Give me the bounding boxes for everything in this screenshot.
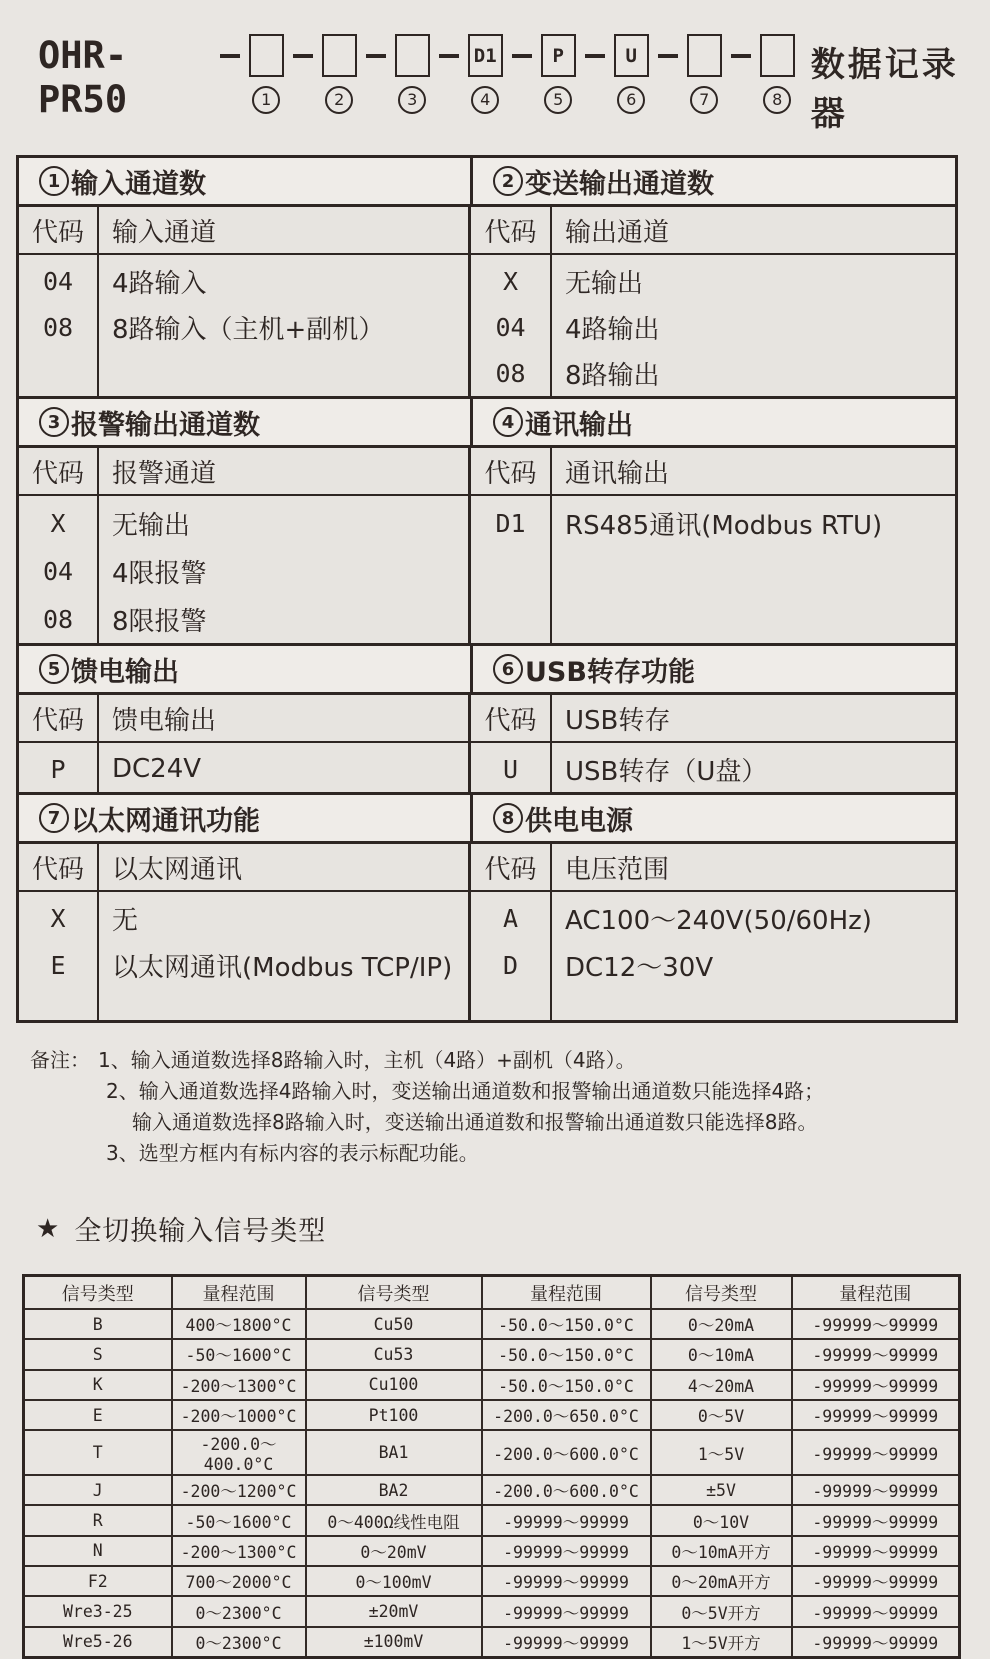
model-position xyxy=(687,34,722,114)
code-cell: 04 xyxy=(42,556,74,586)
model-dash xyxy=(293,54,313,58)
signal-cell: -200.0～400.0°C xyxy=(172,1430,306,1475)
model-code-box xyxy=(249,34,284,77)
desc-cell: 8路输入（主机+副机） xyxy=(112,314,385,345)
model-dash xyxy=(585,54,605,58)
desc-cell: 4限报警 xyxy=(112,558,207,589)
circled-number: 2 xyxy=(493,166,523,196)
signal-cell: -200～1300°C xyxy=(172,1536,306,1566)
signal-table-row xyxy=(24,1566,960,1596)
desc-header-cell: 以太网通讯 xyxy=(112,854,243,885)
model-position xyxy=(614,34,649,114)
signal-cell: ±20mV xyxy=(306,1596,482,1626)
circled-number: 6 xyxy=(493,654,523,684)
signal-cell: -200～1300°C xyxy=(172,1370,306,1400)
section-title-usb-function: 6 USB转存功能 xyxy=(470,646,955,692)
signal-table-row xyxy=(24,1627,960,1658)
signal-cell: Cu100 xyxy=(306,1370,482,1400)
note-line: 输入通道数选择8路输入时，变送输出通道数和报警输出通道数只能选择8路。 xyxy=(132,1110,818,1134)
code-cell: P xyxy=(50,754,66,784)
note-line: 3、选型方框内有标内容的表示标配功能。 xyxy=(106,1141,479,1165)
position-number: 2 xyxy=(325,86,353,114)
signal-cell: R xyxy=(24,1505,172,1535)
signal-cell: -50.0～150.0°C xyxy=(482,1309,651,1339)
signal-cell: -99999～99999 xyxy=(482,1627,651,1658)
notes xyxy=(30,1045,990,1169)
signal-table-row xyxy=(24,1536,960,1566)
section-title-transmitter-power: 5 馈电输出 xyxy=(19,646,470,692)
section-title-input-channels: 1 输入通道数 xyxy=(19,158,470,204)
signal-table-row xyxy=(24,1400,960,1430)
model-code-sequence xyxy=(211,34,795,114)
signal-cell: Cu53 xyxy=(306,1339,482,1369)
signal-cell: Cu50 xyxy=(306,1309,482,1339)
signal-cell: BA2 xyxy=(306,1475,482,1505)
model-position xyxy=(541,34,576,114)
signal-cell: -200～1000°C xyxy=(172,1400,306,1430)
code-header-cell: 代码 xyxy=(468,207,552,253)
desc-cell: DC24V xyxy=(112,754,202,784)
signal-table-header-row xyxy=(24,1276,960,1310)
signal-cell: Wre3-25 xyxy=(24,1596,172,1626)
code-cell: X xyxy=(50,904,66,933)
code-cell: 04 xyxy=(42,266,74,296)
signal-cell: -99999～99999 xyxy=(482,1536,651,1566)
signal-cell: ±5V xyxy=(651,1475,792,1505)
signal-section-title xyxy=(36,1209,990,1248)
signal-cell: -99999～99999 xyxy=(792,1627,960,1658)
signal-cell: 1～5V开方 xyxy=(651,1627,792,1658)
model-dash xyxy=(658,54,678,58)
signal-cell: N xyxy=(24,1536,172,1566)
model-position xyxy=(468,34,503,114)
signal-cell: 0～10V xyxy=(651,1505,792,1535)
signal-cell: -99999～99999 xyxy=(792,1536,960,1566)
signal-section-title-text: 全切换输入信号类型 xyxy=(74,1216,327,1247)
signal-cell: 0～20mV xyxy=(306,1536,482,1566)
code-header-cell: 代码 xyxy=(468,844,552,890)
signal-cell: F2 xyxy=(24,1566,172,1596)
desc-header-cell: 通讯输出 xyxy=(565,458,670,489)
signal-cell: -200～1200°C xyxy=(172,1475,306,1505)
desc-header-cell: 输入通道 xyxy=(112,217,217,248)
signal-cell: 0～100mV xyxy=(306,1566,482,1596)
model-position xyxy=(395,34,430,114)
note-line: 2、输入通道数选择4路输入时，变送输出通道数和报警输出通道数只能选择4路； xyxy=(106,1079,825,1103)
model-code-box: D1 xyxy=(468,34,503,77)
signal-cell: -99999～99999 xyxy=(482,1566,651,1596)
signal-cell: 0～20mA开方 xyxy=(651,1566,792,1596)
signal-cell: -99999～99999 xyxy=(792,1430,960,1475)
signal-cell: 0～400Ω线性电阻 xyxy=(306,1505,482,1535)
signal-header-cell: 量程范围 xyxy=(482,1276,651,1310)
code-header-cell: 代码 xyxy=(19,695,99,741)
section-4 xyxy=(19,792,955,1020)
signal-cell: 0～20mA xyxy=(651,1309,792,1339)
circled-number: 5 xyxy=(39,654,69,684)
star-icon: ★ xyxy=(36,1213,61,1244)
desc-cell: AC100～240V(50/60Hz) xyxy=(565,906,872,936)
signal-cell: -99999～99999 xyxy=(792,1400,960,1430)
desc-header-cell: 电压范围 xyxy=(565,854,670,885)
model-code-box xyxy=(760,34,795,77)
signal-table-row xyxy=(24,1505,960,1535)
signal-cell: -99999～99999 xyxy=(792,1596,960,1626)
signal-header-cell: 信号类型 xyxy=(24,1276,172,1310)
signal-table-row xyxy=(24,1370,960,1400)
signal-table-row xyxy=(24,1475,960,1505)
signal-cell: E xyxy=(24,1400,172,1430)
circled-number: 1 xyxy=(39,166,69,196)
signal-cell: Pt100 xyxy=(306,1400,482,1430)
model-position xyxy=(322,34,357,114)
signal-cell: 0～5V xyxy=(651,1400,792,1430)
desc-header-cell: USB转存 xyxy=(565,705,671,736)
code-cell: D xyxy=(502,951,519,980)
code-cell: D1 xyxy=(495,508,526,538)
signal-cell: -99999～99999 xyxy=(792,1339,960,1369)
note-lines xyxy=(98,1045,824,1169)
section-title-communication-output: 4 通讯输出 xyxy=(470,399,955,445)
code-header-cell: 代码 xyxy=(19,448,99,494)
signal-cell: S xyxy=(24,1339,172,1369)
position-number: 8 xyxy=(763,86,791,114)
signal-cell: -99999～99999 xyxy=(792,1309,960,1339)
signal-cell: BA1 xyxy=(306,1430,482,1475)
signal-table-row xyxy=(24,1430,960,1475)
code-cell: X xyxy=(502,266,519,296)
position-number: 5 xyxy=(544,86,572,114)
code-cell: 08 xyxy=(42,604,74,634)
model-dash xyxy=(366,54,386,58)
code-cell: 08 xyxy=(42,312,74,342)
notes-label: 备注： xyxy=(30,1048,90,1072)
signal-header-cell: 信号类型 xyxy=(651,1276,792,1310)
model-name: OHR-PR50 xyxy=(38,34,128,121)
desc-cell: 8限报警 xyxy=(112,606,207,637)
note-line: 1、输入通道数选择8路输入时，主机（4路）+副机（4路）。 xyxy=(98,1048,636,1072)
desc-cell: USB转存（U盘） xyxy=(565,756,768,787)
signal-cell: -99999～99999 xyxy=(482,1596,651,1626)
signal-header-cell: 量程范围 xyxy=(792,1276,960,1310)
model-code-box: P xyxy=(541,34,576,77)
model-code-box: U xyxy=(614,34,649,77)
section-title-alarm-outputs: 3 报警输出通道数 xyxy=(19,399,470,445)
section-1 xyxy=(19,158,955,396)
signal-cell: -200.0～600.0°C xyxy=(482,1475,651,1505)
signal-cell: Wre5-26 xyxy=(24,1627,172,1658)
code-header-cell: 代码 xyxy=(468,695,552,741)
signal-cell: K xyxy=(24,1370,172,1400)
section-2 xyxy=(19,396,955,643)
signal-table-row xyxy=(24,1309,960,1339)
desc-cell: 无输出 xyxy=(565,268,644,299)
desc-cell: RS485通讯(Modbus RTU) xyxy=(565,510,883,541)
signal-header-cell: 信号类型 xyxy=(306,1276,482,1310)
model-dash xyxy=(220,54,240,58)
signal-header-cell: 量程范围 xyxy=(172,1276,306,1310)
section-title-ethernet-function: 7 以太网通讯功能 xyxy=(19,795,470,841)
model-position xyxy=(249,34,284,114)
signal-table xyxy=(22,1274,961,1659)
desc-cell: 无 xyxy=(112,906,139,936)
product-name: 数据记录器 xyxy=(810,45,959,134)
position-number: 6 xyxy=(617,86,645,114)
signal-cell: 400～1800°C xyxy=(172,1309,306,1339)
model-dash xyxy=(512,54,532,58)
signal-cell: 700～2000°C xyxy=(172,1566,306,1596)
signal-cell: -99999～99999 xyxy=(792,1505,960,1535)
section-title-retransmission-outputs: 2 变送输出通道数 xyxy=(470,158,955,204)
position-number: 7 xyxy=(690,86,718,114)
desc-cell: 以太网通讯(Modbus TCP/IP) xyxy=(112,953,453,983)
section-3 xyxy=(19,643,955,792)
desc-cell: 无输出 xyxy=(112,510,191,541)
model-code-box xyxy=(687,34,722,77)
desc-header-cell: 馈电输出 xyxy=(112,705,217,736)
desc-cell: 4路输入 xyxy=(112,268,207,299)
model-dash xyxy=(439,54,459,58)
code-cell: A xyxy=(502,904,519,933)
signal-cell: T xyxy=(24,1430,172,1475)
desc-cell: 4路输出 xyxy=(565,314,660,345)
model-code-box xyxy=(322,34,357,77)
signal-cell: -200.0～600.0°C xyxy=(482,1430,651,1475)
section-title-power-supply: 8 供电电源 xyxy=(470,795,955,841)
signal-cell: 1～5V xyxy=(651,1430,792,1475)
selection-table xyxy=(16,155,958,1023)
code-cell: 04 xyxy=(495,312,526,342)
signal-cell: B xyxy=(24,1309,172,1339)
code-header-cell: 代码 xyxy=(19,207,99,253)
position-number: 4 xyxy=(471,86,499,114)
position-number: 1 xyxy=(252,86,280,114)
signal-cell: -99999～99999 xyxy=(482,1505,651,1535)
model-code-box xyxy=(395,34,430,77)
signal-cell: 0～2300°C xyxy=(172,1596,306,1626)
circled-number: 8 xyxy=(493,803,523,833)
model-position xyxy=(760,34,795,114)
signal-cell: 0～5V开方 xyxy=(651,1596,792,1626)
code-cell: E xyxy=(50,951,66,980)
signal-cell: 4～20mA xyxy=(651,1370,792,1400)
signal-cell: 0～2300°C xyxy=(172,1627,306,1658)
signal-table-row xyxy=(24,1339,960,1369)
code-header-cell: 代码 xyxy=(468,448,552,494)
signal-cell: -50.0～150.0°C xyxy=(482,1339,651,1369)
circled-number: 4 xyxy=(493,407,523,437)
circled-number: 7 xyxy=(39,803,69,833)
signal-cell: 0～10mA开方 xyxy=(651,1536,792,1566)
code-cell: X xyxy=(50,508,66,538)
signal-cell: 0～10mA xyxy=(651,1339,792,1369)
desc-cell: DC12～30V xyxy=(565,953,714,983)
model-code-row xyxy=(0,0,990,135)
code-header-cell: 代码 xyxy=(19,844,99,890)
signal-cell: -99999～99999 xyxy=(792,1566,960,1596)
signal-cell: -99999～99999 xyxy=(792,1370,960,1400)
model-dash xyxy=(731,54,751,58)
signal-cell: ±100mV xyxy=(306,1627,482,1658)
signal-cell: J xyxy=(24,1475,172,1505)
desc-header-cell: 输出通道 xyxy=(565,217,670,248)
desc-cell: 8路输出 xyxy=(565,360,660,391)
signal-cell: -50～1600°C xyxy=(172,1339,306,1369)
code-cell: U xyxy=(502,754,519,784)
signal-cell: -50～1600°C xyxy=(172,1505,306,1535)
signal-cell: -50.0～150.0°C xyxy=(482,1370,651,1400)
circled-number: 3 xyxy=(39,407,69,437)
position-number: 3 xyxy=(398,86,426,114)
signal-cell: -200.0～650.0°C xyxy=(482,1400,651,1430)
signal-cell: -99999～99999 xyxy=(792,1475,960,1505)
desc-header-cell: 报警通道 xyxy=(112,458,217,489)
code-cell: 08 xyxy=(495,358,526,388)
